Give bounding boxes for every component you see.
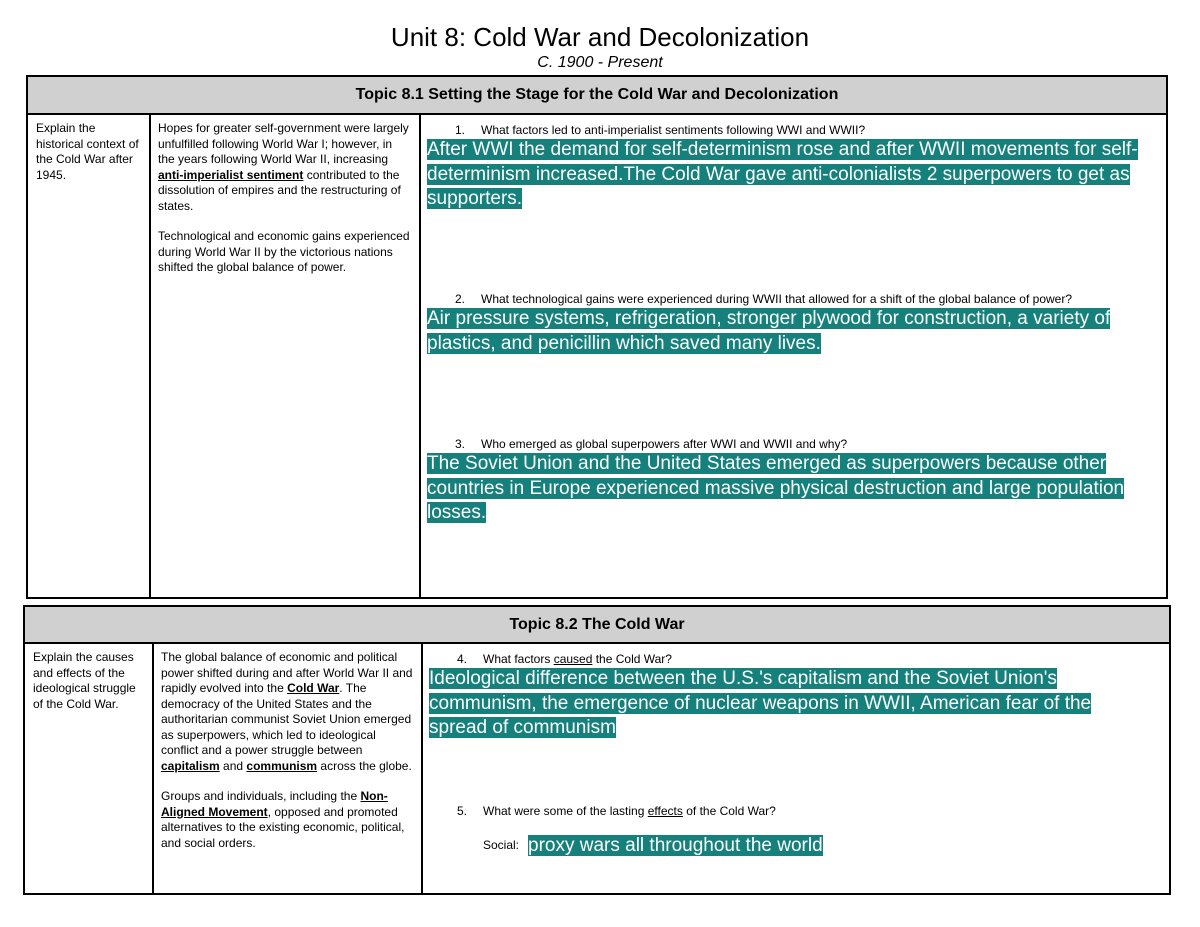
social-label: Social: (483, 838, 520, 852)
social-answer[interactable]: proxy wars all throughout the world (528, 835, 823, 856)
answer-3[interactable]: The Soviet Union and the United States emerged as superpowers because other countries in Europe experienced massive physical destruction and large population losses. (427, 453, 1125, 523)
knowledge-paragraph: The global balance of economic and political power shifted during and after World War II and rapidly evolved into the Cold War. The democracy of the United States and the authoritarian communist Soviet Union emerged as superpowers, which led to ideological conflict and a power struggle between capitalism and communism across the globe. (161, 650, 413, 773)
question-2: 2. What technological gains were experienced during WWII that allowed for a shift of the global balance of power? (455, 292, 1072, 306)
topic-8-1-knowledge (149, 115, 419, 597)
topic-8-1-objective (28, 115, 149, 597)
topic-8-2-questions (421, 644, 1169, 893)
document-title: Unit 8: Cold War and Decolonization (390, 22, 810, 52)
topic-8-1-section (26, 75, 1168, 599)
key-term: capitalism (161, 758, 220, 773)
knowledge-paragraph: Technological and economic gains experienced during World War II by the victorious nations shifted the global balance of power. (158, 229, 410, 274)
key-term: Cold War (287, 681, 340, 695)
topic-8-2-objective (25, 644, 152, 893)
key-term: anti-imperialist sentiment (158, 167, 304, 182)
answer-4[interactable]: Ideological difference between the U.S.'s capitalism and the Soviet Union's communism, the emergence of nuclear weapons in WWII, American fear of the spread of communism (429, 668, 1092, 738)
topic-8-2-heading: Topic 8.2 The Cold War (25, 607, 1169, 644)
knowledge-paragraph: Hopes for greater self-government were largely unfulfilled following World War I; however, in the years following World War II, increasing anti-imperialist sentiment contributed to the dissolution of empires and the restructuring of states. (158, 121, 409, 213)
question-3: 3. Who emerged as global superpowers after WWI and WWII and why? (455, 437, 848, 451)
objective-text: Explain the causes and effects of the ideological struggle of the Cold War. (33, 650, 136, 711)
question-4: 4. What factors caused the Cold War? (457, 652, 672, 666)
key-term: Non-Aligned Movement (161, 789, 388, 819)
knowledge-paragraph: Groups and individuals, including the Non-Aligned Movement, opposed and promoted alternatives to the existing economic, political, and social orders. (161, 789, 405, 850)
topic-8-2-knowledge (152, 644, 421, 893)
answer-2[interactable]: Air pressure systems, refrigeration, stronger plywood for construction, a variety of plastics, and penicillin which saved many lives. (427, 308, 1111, 354)
question-1: 1. What factors led to anti-imperialist sentiments following WWI and WWII? (455, 123, 866, 137)
objective-text: Explain the historical context of the Cold War after 1945. (36, 121, 139, 182)
answer-1[interactable]: After WWI the demand for self-determinism rose and after WWII movements for self-determinism increased.The Cold War gave anti-colonialists 2 superpowers to get as supporters. (427, 139, 1138, 209)
question-5: 5. What were some of the lasting effects of the Cold War? (457, 804, 776, 818)
key-term: communism (246, 758, 318, 773)
document-subtitle: C. 1900 - Present (537, 54, 663, 71)
topic-8-2-section (23, 605, 1171, 895)
topic-8-1-questions (419, 115, 1166, 597)
topic-8-1-heading: Topic 8.1 Setting the Stage for the Cold War and Decolonization (28, 77, 1166, 115)
